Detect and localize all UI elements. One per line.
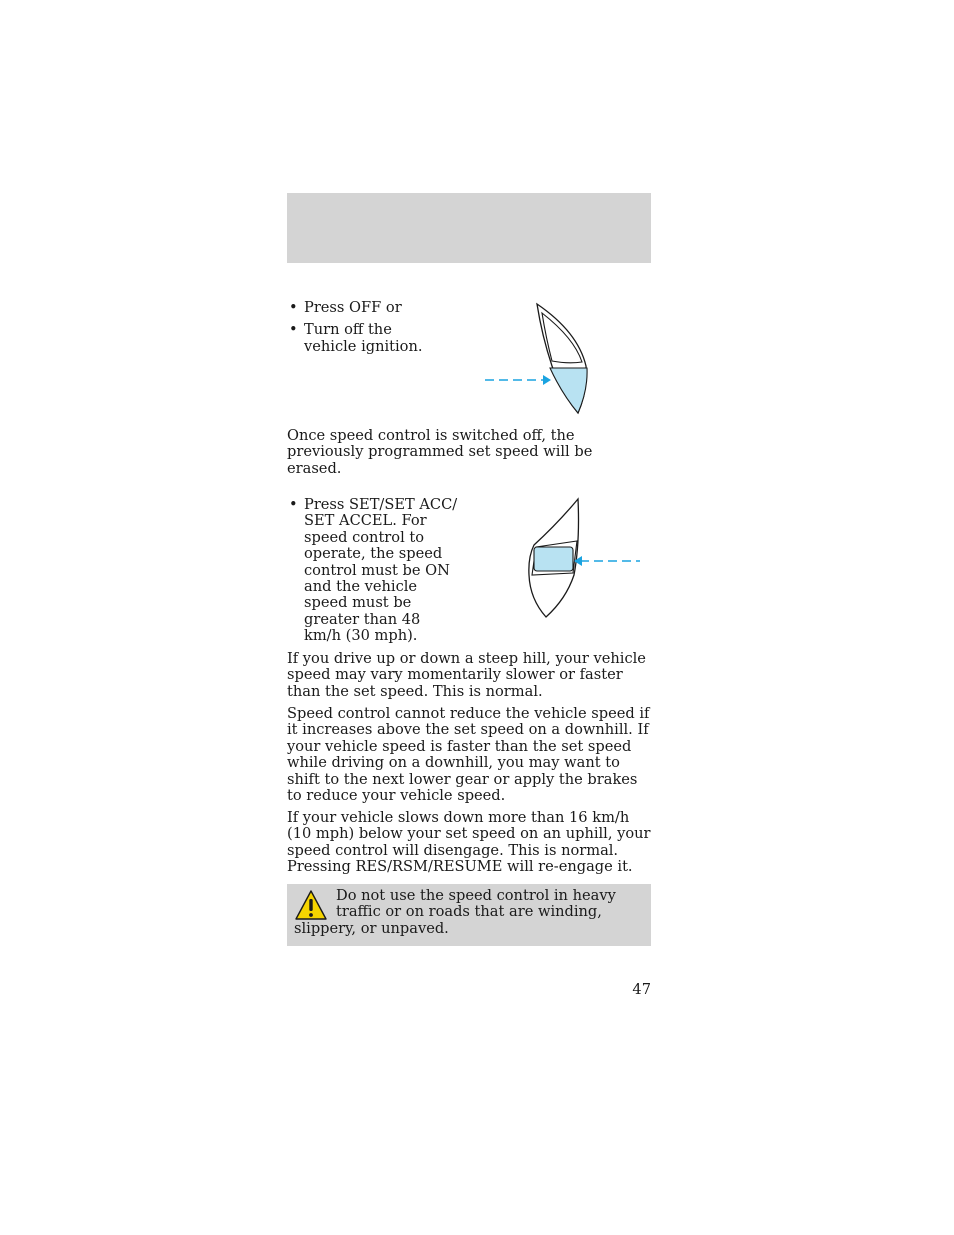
list-item: • Turn off the vehicle ignition. xyxy=(287,322,444,355)
page-number: 47 xyxy=(632,981,651,998)
off-bullet-list xyxy=(287,300,457,361)
list-item: • Press OFF or xyxy=(287,300,457,316)
body-paragraph: If your vehicle slows down more than 16 km/h (10 mph) below your set speed on an uphill, your speed control will disengage. This is normal. Pressing RES/RSM/RESUME will re-engage it. xyxy=(287,809,651,876)
set-button-illustration xyxy=(520,495,645,625)
set-bullet-list xyxy=(287,497,459,651)
body-paragraph: Speed control cannot reduce the vehicle speed if it increases above the set speed on a downhill. If your vehicle speed is faster than the set speed while driving on a downhill, you may want to shift to the next lower gear or apply the brakes to reduce your vehicle speed. xyxy=(287,705,650,805)
warning-box xyxy=(287,884,651,946)
erase-paragraph: Once speed control is switched off, the previously programmed set speed will be erased. xyxy=(287,427,593,477)
list-item: • Press SET/SET ACC/ SET ACCEL. For speed control to operate, the speed control must be ON and the vehicle speed must be greater than 48 km/h (30 mph). xyxy=(287,497,459,645)
off-button-illustration xyxy=(480,300,595,418)
warning-text: Do not use the speed control in heavy traffic or on roads that are winding, slippery, or unpaved. xyxy=(294,887,616,937)
body-paragraph: If you drive up or down a steep hill, your vehicle speed may vary momentarily slower or faster than the set speed. This is normal. xyxy=(287,650,646,700)
section-header-band xyxy=(287,193,651,263)
